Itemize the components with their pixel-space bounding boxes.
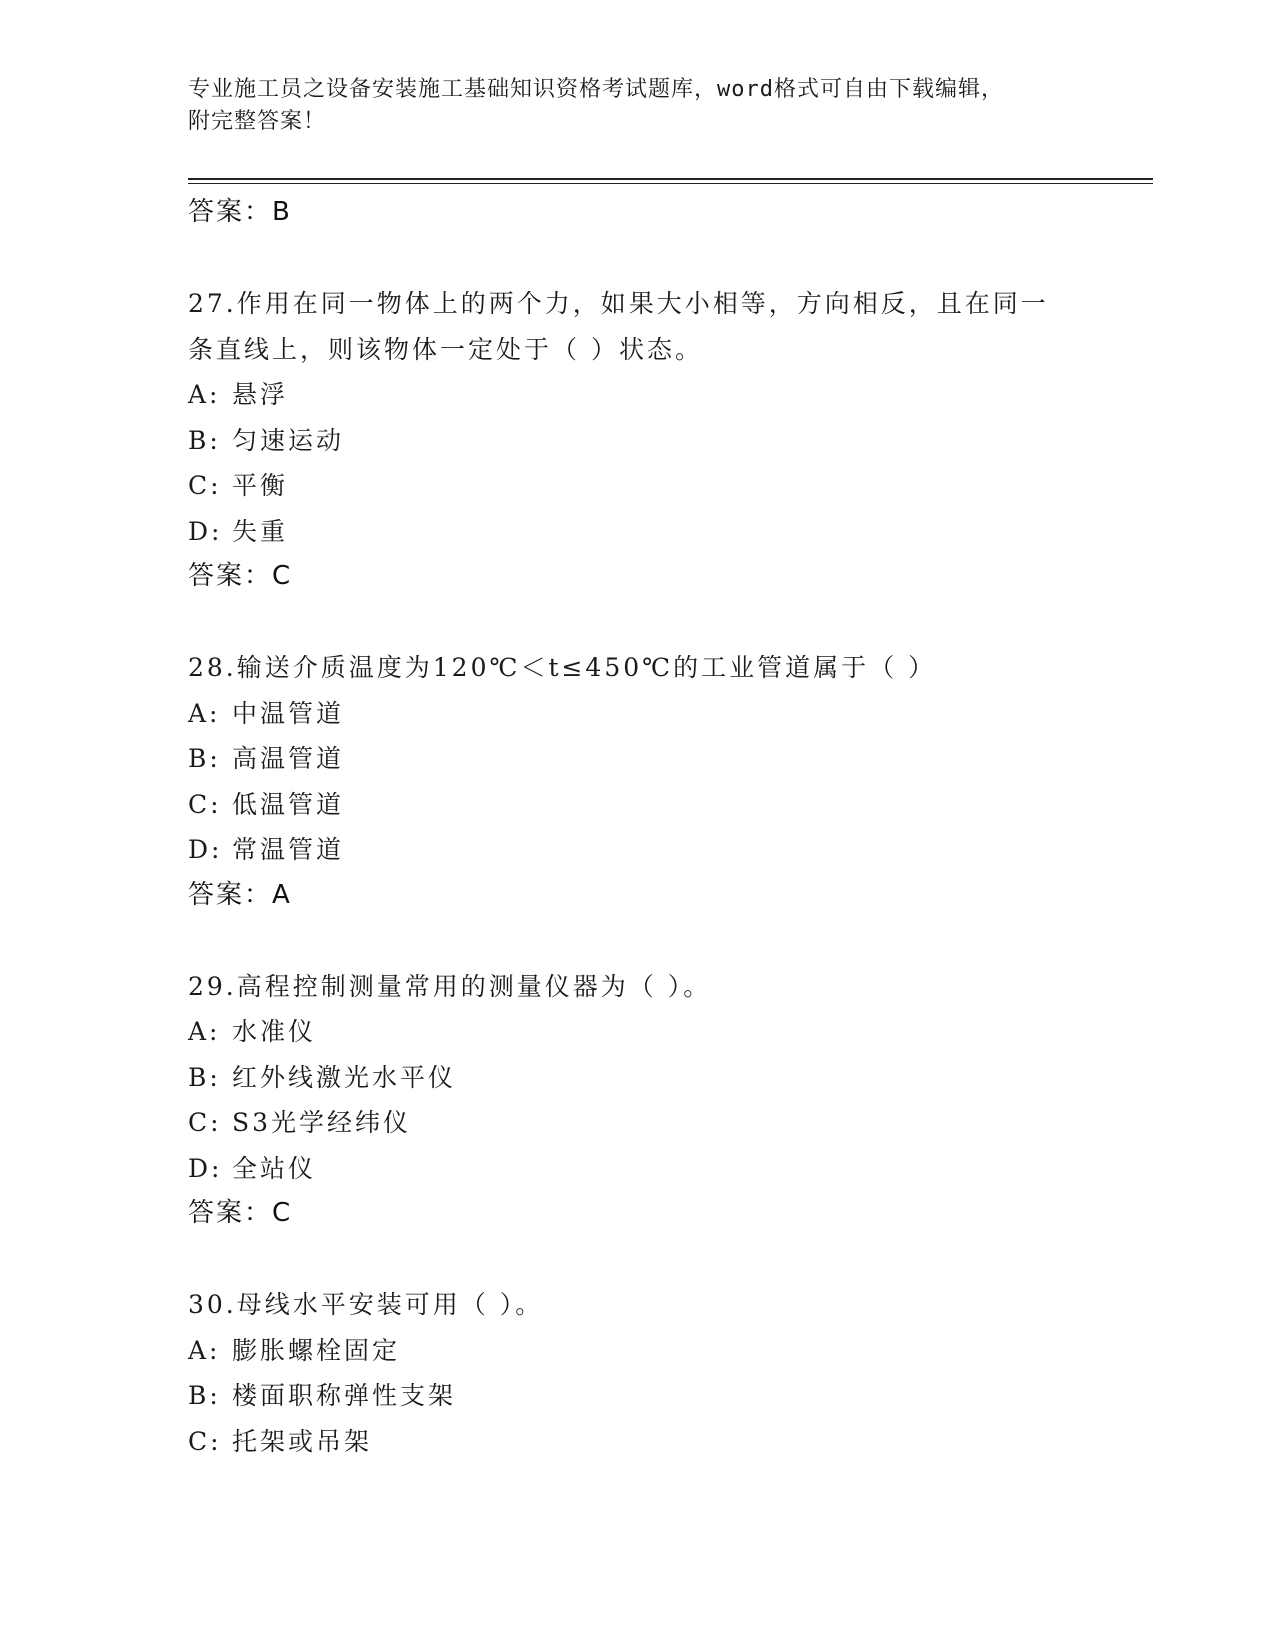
option-text: 悬浮: [232, 380, 289, 409]
spacer: [188, 1237, 1088, 1283]
option-key: D:: [188, 1153, 223, 1183]
option-d: [188, 1146, 1088, 1192]
option-key: C:: [188, 471, 222, 500]
question-list: [188, 190, 1088, 1464]
answer-line: 答案：C: [188, 1198, 293, 1228]
option-d: [188, 827, 1088, 873]
question-stem-line: 30.母线水平安装可用（ ）。: [188, 1290, 544, 1319]
question-stem-line: 29.高程控制测量常用的测量仪器为（ ）。: [188, 971, 712, 1001]
option-key: D:: [188, 835, 223, 864]
header-divider-thin: [188, 183, 1153, 184]
option-a: [188, 691, 1088, 737]
option-c: [188, 1419, 1088, 1465]
option-b: [188, 1055, 1088, 1101]
previous-answer: 答案：B: [188, 197, 292, 227]
option-key: A:: [188, 1017, 221, 1046]
option-text: 水准仪: [232, 1017, 317, 1046]
question-30: [188, 1282, 1088, 1464]
answer-line: 答案：A: [188, 879, 292, 910]
option-d: [188, 509, 1088, 555]
option-text: 膨胀螺栓固定: [232, 1335, 401, 1365]
option-key: B:: [188, 1381, 221, 1410]
answer-line: 答案：C: [188, 561, 293, 591]
header-divider-thick: [188, 178, 1153, 180]
option-key: D:: [188, 516, 223, 546]
option-key: C:: [188, 1108, 222, 1137]
option-key: A:: [188, 698, 221, 728]
header-title-line-2: 附完整答案！: [188, 109, 327, 134]
option-key: B:: [188, 1062, 221, 1092]
option-b: [188, 418, 1088, 464]
option-c: [188, 463, 1088, 509]
spacer: [188, 600, 1088, 646]
option-key: B:: [188, 744, 221, 773]
option-a: [188, 372, 1088, 418]
option-text: 平衡: [232, 471, 289, 500]
option-text: 托架或吊架: [232, 1426, 373, 1456]
option-a: [188, 1009, 1088, 1055]
option-key: C:: [188, 789, 222, 819]
option-text: 高温管道: [232, 744, 345, 773]
option-text: 红外线激光水平仪: [232, 1062, 457, 1092]
question-28: [188, 645, 1088, 918]
option-b: [188, 1373, 1088, 1419]
question-stem-line: 28.输送介质温度为120℃＜t≤450℃的工业管道属于（ ）: [188, 653, 937, 682]
option-text: 低温管道: [232, 789, 345, 819]
option-c: [188, 1100, 1088, 1146]
question-stem-line: 条直线上，则该物体一定处于（ ）状态。: [188, 334, 703, 364]
option-text: 楼面职称弹性支架: [232, 1381, 457, 1410]
question-stem-line: 27.作用在同一物体上的两个力，如果大小相等，方向相反，且在同一: [188, 289, 1049, 318]
option-text: 常温管道: [232, 835, 345, 864]
option-key: A:: [188, 1335, 221, 1365]
header-title-line-1: 专业施工员之设备安装施工基础知识资格考试题库，word格式可自由下载编辑，: [188, 77, 1004, 102]
question-29: [188, 964, 1088, 1237]
option-b: [188, 736, 1088, 782]
option-key: A:: [188, 380, 221, 409]
option-text: S3光学经纬仪: [232, 1108, 412, 1137]
option-text: 失重: [232, 516, 289, 546]
option-a: [188, 1328, 1088, 1374]
spacer: [188, 918, 1088, 964]
option-text: 全站仪: [232, 1153, 317, 1183]
option-text: 匀速运动: [232, 425, 345, 455]
option-key: C:: [188, 1426, 222, 1456]
option-key: B:: [188, 425, 221, 455]
question-27: [188, 281, 1088, 600]
document-header: [188, 74, 1068, 138]
option-text: 中温管道: [232, 698, 345, 728]
spacer: [188, 236, 1088, 282]
option-c: [188, 782, 1088, 828]
